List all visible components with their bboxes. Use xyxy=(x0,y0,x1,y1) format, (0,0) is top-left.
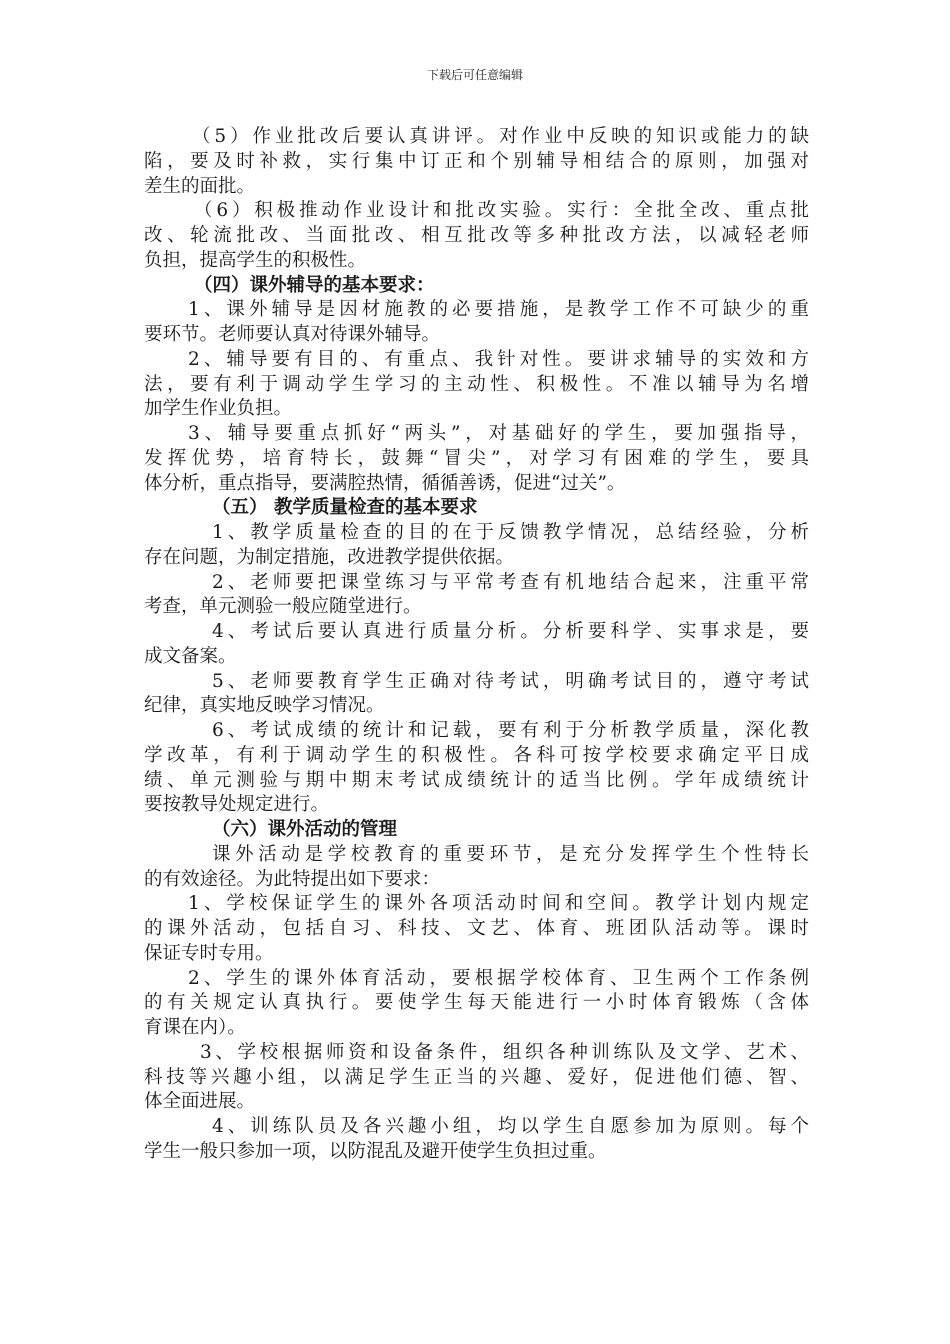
body-text-line: 体全面进展。 xyxy=(144,1091,256,1113)
body-text-line: 2、辅导要有目的、有重点、我针对性。要讲求辅导的实效和方 xyxy=(188,348,809,370)
body-text-line: 要按教导处规定进行。 xyxy=(144,794,330,816)
body-text-line: 改、轮流批改、当面批改、相互批改等多种批改方法，以减轻老师 xyxy=(144,225,809,246)
body-text-line: 3、学校根据师资和设备条件，组织各种训练队及文学、艺术、 xyxy=(200,1041,809,1063)
body-text-line: （6）积极推动作业设计和批改实验。实行：全批全改、重点批 xyxy=(194,200,809,222)
body-text-line: 考查，单元测验一般应随堂进行。 xyxy=(144,596,422,618)
body-text-line: 科技等兴趣小组，以满足学生正当的兴趣、爱好，促进他们德、智、 xyxy=(144,1066,809,1088)
body-text-line: 发挥优势，培育特长，鼓舞“冒尖”，对学习有困难的学生，要具 xyxy=(144,447,809,469)
body-text-line: 学改革，有利于调动学生的积极性。各科可按学校要求确定平日成 xyxy=(144,744,809,766)
body-text-line: 法，要有利于调动学生学习的主动性、积极性。不准以辅导为名增 xyxy=(144,373,809,395)
body-text-line: 存在问题，为制定措施，改进教学提供依据。 xyxy=(144,546,515,568)
section-heading: （四）课外辅导的基本要求： xyxy=(194,274,435,296)
body-text-line: 6、考试成绩的统计和记载，要有利于分析教学质量，深化教 xyxy=(212,720,809,741)
body-text-line: 1、教学质量检查的目的在于反馈教学情况，总结经验，分析 xyxy=(212,522,809,543)
body-text-line: 课外活动是学校教育的重要环节，是充分发挥学生个性特长 xyxy=(212,843,809,865)
body-text-line: 加学生作业负担。 xyxy=(144,398,293,420)
body-text-line: 要环节。老师要认真对待课外辅导。 xyxy=(144,324,441,345)
body-text-line: 陷，要及时补救，实行集中订正和个别辅导相结合的原则，加强对 xyxy=(144,150,809,172)
section-heading: （六）课外活动的管理 xyxy=(212,819,398,840)
body-text-line: 5、老师要教育学生正确对待考试，明确考试目的，遵守考试 xyxy=(212,670,809,692)
body-text-line: 保证专时专用。 xyxy=(144,942,274,964)
page-header-note: 下载后可任意编辑 xyxy=(426,68,523,82)
body-text-line: 2、学生的课外体育活动，要根据学校体育、卫生两个工作条例 xyxy=(188,967,809,989)
body-text-line: 的有关规定认真执行。要使学生每天能进行一小时体育锻炼（含体 xyxy=(144,992,809,1014)
body-text-line: 负担，提高学生的积极性。 xyxy=(144,249,367,271)
body-text-line: 学生一般只参加一项，以防混乱及避开使学生负担过重。 xyxy=(144,1140,607,1162)
body-text-line: 1、课外辅导是因材施教的必要措施，是教学工作不可缺少的重 xyxy=(188,299,809,321)
body-text-line: 成文备案。 xyxy=(144,645,237,667)
body-text-line: 4、训练队员及各兴趣小组，均以学生自愿参加为原则。每个 xyxy=(212,1116,809,1137)
body-text-line: 育课在内）。 xyxy=(144,1017,246,1038)
body-text-line: 2、老师要把课堂练习与平常考查有机地结合起来，注重平常 xyxy=(212,571,809,593)
body-text-line: 4、考试后要认真进行质量分析。分析要科学、实事求是，要 xyxy=(212,621,809,642)
body-text-line: 1、学校保证学生的课外各项活动时间和空间。教学计划内规定 xyxy=(188,893,809,915)
body-text-line: 纪律，真实地反映学习情况。 xyxy=(144,695,385,717)
section-heading: （五） 教学质量检查的基本要求 xyxy=(212,497,478,519)
body-text-line: 的有效途径。为此特提出如下要求： xyxy=(144,868,441,890)
body-text-line: 的课外活动，包括自习、科技、文艺、体育、班团队活动等。课时 xyxy=(144,918,809,939)
body-text-line: 3、辅导要重点抓好“两头”，对基础好的学生，要加强指导， xyxy=(188,423,809,444)
body-text-line: 差生的面批。 xyxy=(144,175,256,197)
body-text-line: 绩、单元测验与期中期末考试成绩统计的适当比例。学年成绩统计 xyxy=(144,769,809,791)
body-text-line: 体分析，重点指导，要满腔热情，循循善诱，促进“过关”。 xyxy=(144,472,626,494)
body-text-line: （5）作业批改后要认真讲评。对作业中反映的知识或能力的缺 xyxy=(192,126,809,147)
